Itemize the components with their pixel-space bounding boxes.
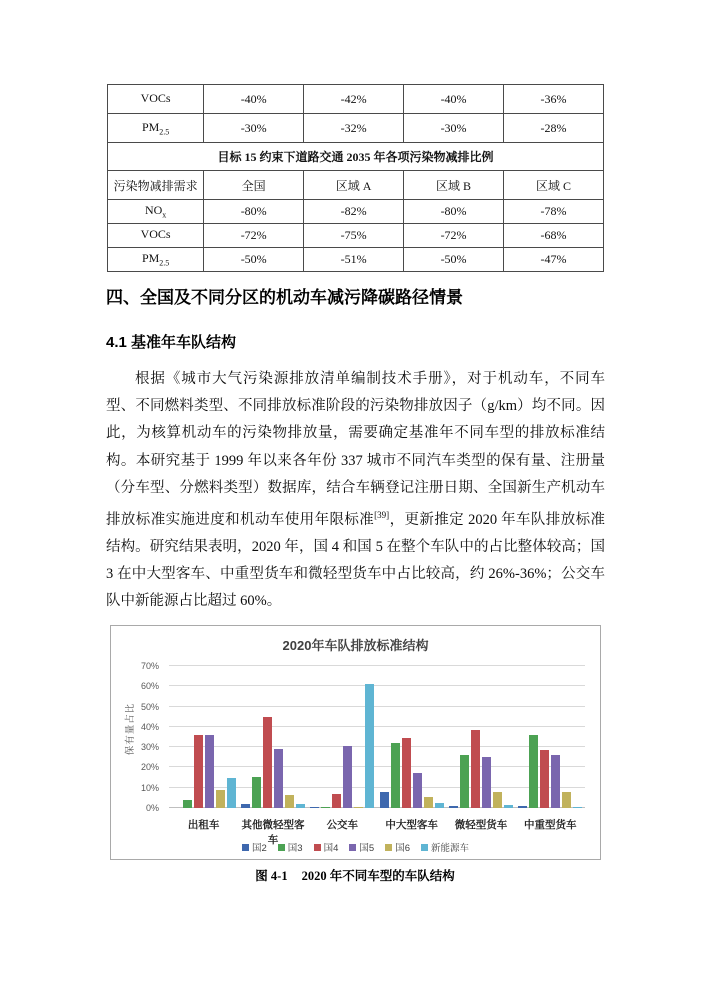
bar-group xyxy=(377,666,446,808)
table-cell: -80% xyxy=(204,200,304,224)
legend-item xyxy=(421,840,469,854)
fleet-structure-chart xyxy=(110,625,601,860)
bar-新能源车 xyxy=(573,807,582,808)
bar-国4 xyxy=(194,735,203,808)
legend-swatch xyxy=(349,844,356,851)
y-tick-label: 40% xyxy=(140,721,159,732)
y-axis-title: 保有量占比 xyxy=(125,702,136,756)
table-header-row xyxy=(108,171,604,200)
row-label: $NO_x$ xyxy=(108,200,204,224)
bar-国6 xyxy=(493,792,502,808)
bar-新能源车 xyxy=(227,778,236,808)
y-tick-label: 70% xyxy=(140,661,159,671)
table-cell: -40% xyxy=(204,85,304,114)
bar-国4 xyxy=(471,730,480,808)
x-axis-label: 公交车 xyxy=(326,819,359,831)
table-cell: -75% xyxy=(304,224,404,248)
x-axis-label: 中大型客车 xyxy=(385,819,438,831)
bar-国4 xyxy=(540,750,549,808)
bar-group xyxy=(446,666,515,808)
bar-国5 xyxy=(274,749,283,808)
section-heading: 四、全国及不同分区的机动车减污降碳路径情景 xyxy=(106,288,463,307)
legend-item xyxy=(349,840,374,854)
y-tick-label: 60% xyxy=(140,681,159,692)
bar-国3 xyxy=(252,777,261,808)
bar-国5 xyxy=(205,735,214,808)
column-header: 区域 C xyxy=(504,171,604,200)
bar-国2 xyxy=(241,804,250,808)
pollutant-reduction-table xyxy=(107,84,604,272)
legend-label: 国2 xyxy=(252,843,267,854)
bar-group xyxy=(308,666,377,808)
bar-新能源车 xyxy=(365,684,374,808)
legend-label: 国6 xyxy=(395,843,410,854)
column-header: 区域 A xyxy=(304,171,404,200)
y-tick-label: 30% xyxy=(140,742,159,753)
legend-swatch xyxy=(314,844,321,851)
chart-yticks xyxy=(123,661,165,813)
figure-caption-text: 2020 年不同车型的车队结构 xyxy=(301,869,455,883)
legend-item xyxy=(242,840,267,854)
table-cell: -51% xyxy=(304,248,404,272)
x-axis-label: 中重型货车 xyxy=(524,819,577,831)
bar-group xyxy=(516,666,585,808)
table-cell: -42% xyxy=(304,85,404,114)
bar-国4 xyxy=(263,717,272,808)
citation-ref: [39] xyxy=(374,510,390,521)
bar-国6 xyxy=(424,797,433,808)
legend-item xyxy=(385,840,410,854)
legend-item xyxy=(314,840,339,854)
row-label: VOCs xyxy=(108,224,204,248)
table-cell: -82% xyxy=(304,200,404,224)
table-cell: -30% xyxy=(204,114,304,143)
legend-swatch xyxy=(421,844,428,851)
table-row xyxy=(108,85,604,114)
legend-label: 国5 xyxy=(359,843,375,854)
row-label: $PM_{2.5}$ xyxy=(108,114,204,143)
table-cell: -50% xyxy=(204,248,304,272)
table-row xyxy=(108,224,604,248)
row-label: $PM_{2.5}$ xyxy=(108,248,204,272)
bar-国5 xyxy=(551,755,560,808)
bar-group xyxy=(169,666,238,808)
figure-caption-label: 图 4-1 xyxy=(255,869,288,883)
body-paragraph: 根据《城市大气污染源排放清单编制技术手册》，对于机动车，不同车型、不同燃料类型、不同排放标准阶段的污染物排放因子（g/km）均不同。因此，为核算机动车的污染物排放量，需要确定基准年不同车型的排放标准结构。本研究基于 1999 年以来各年份 337 城市不同汽车类型的保有量、注册量（分车型、分燃料类型）数据库，结合车辆登记注册日期、全国新生产机动车排放标准实施进度和机动车使用年限标准[39]，更新推定 2020 年车队排放标准结构。研究结果表明，2020 年，国 4 和国 5 在整个车队中的占比整体较高；国 3 在中大型客车、中重型货车和微轻型货车中占比较高，约 26%-36%；公交车队中新能源占比超过 60%。 xyxy=(106,371,605,610)
y-tick-label: 50% xyxy=(140,701,159,712)
table-cell: -47% xyxy=(504,248,604,272)
bar-新能源车 xyxy=(435,803,444,808)
bar-国6 xyxy=(285,795,294,808)
x-axis-label: 微轻型货车 xyxy=(454,819,508,831)
table-cell: -40% xyxy=(404,85,504,114)
bar-国6 xyxy=(354,807,363,808)
table-cell: -28% xyxy=(504,114,604,143)
column-header: 区域 B xyxy=(404,171,504,200)
bar-国3 xyxy=(391,743,400,808)
legend-label: 新能源车 xyxy=(430,843,469,854)
table-cell: -72% xyxy=(404,224,504,248)
bar-国3 xyxy=(183,800,192,808)
bar-国3 xyxy=(321,807,330,808)
table-row xyxy=(108,248,604,272)
table-cell: -50% xyxy=(404,248,504,272)
bar-国2 xyxy=(449,806,458,808)
chart-title: 2020年车队排放标准结构 xyxy=(282,638,429,653)
bar-新能源车 xyxy=(504,805,513,808)
legend-swatch xyxy=(242,844,249,851)
subsection-heading: 4.1 基准年车队结构 xyxy=(106,334,237,351)
legend-item xyxy=(278,840,303,854)
table-cell: -72% xyxy=(204,224,304,248)
y-tick-label: 20% xyxy=(140,762,159,773)
table-cell: -68% xyxy=(504,224,604,248)
legend-swatch xyxy=(385,844,392,851)
table-cell: -36% xyxy=(504,85,604,114)
y-tick-label: 10% xyxy=(140,782,159,793)
bar-国4 xyxy=(332,794,341,808)
bar-group xyxy=(238,666,307,808)
bar-国5 xyxy=(482,757,491,808)
chart-plot xyxy=(169,666,585,808)
bar-国2 xyxy=(518,806,527,808)
bar-国2 xyxy=(310,807,319,808)
bar-国5 xyxy=(343,746,352,808)
bar-国3 xyxy=(460,755,469,808)
legend-label: 国4 xyxy=(323,843,339,854)
bar-国4 xyxy=(402,738,411,808)
table-cell: -32% xyxy=(304,114,404,143)
column-header: 全国 xyxy=(204,171,304,200)
table-cell: -78% xyxy=(504,200,604,224)
table-row xyxy=(108,114,604,143)
x-axis-label: 出租车 xyxy=(187,819,220,831)
table-row xyxy=(108,200,604,224)
x-axis-label: 其他微轻型客车 xyxy=(241,819,305,846)
table-section-title: 目标 15 约束下道路交通 2035 年各项污染物减排比例 xyxy=(108,143,604,171)
chart-groups xyxy=(169,666,585,808)
bar-新能源车 xyxy=(296,804,305,808)
y-tick-label: 0% xyxy=(145,803,159,813)
bar-国3 xyxy=(529,735,538,808)
legend-label: 国3 xyxy=(287,843,303,854)
column-header: 污染物减排需求 xyxy=(108,171,204,200)
bar-国6 xyxy=(562,792,571,808)
legend-swatch xyxy=(278,844,285,851)
table-section-title-row xyxy=(108,143,604,171)
bar-国5 xyxy=(413,773,422,809)
table-cell: -30% xyxy=(404,114,504,143)
figure-caption xyxy=(106,866,604,884)
bar-国2 xyxy=(380,792,389,808)
bar-国6 xyxy=(216,790,225,808)
row-label: VOCs xyxy=(108,85,204,114)
chart-legend xyxy=(111,840,600,854)
table-cell: -80% xyxy=(404,200,504,224)
